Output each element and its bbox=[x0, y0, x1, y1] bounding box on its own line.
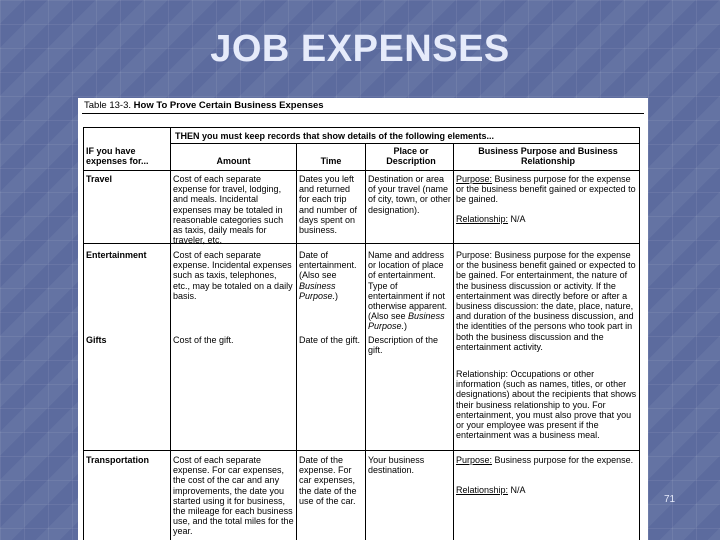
header-purpose: Business Purpose and Business Relationship bbox=[478, 146, 618, 167]
row-label-transportation: Transportation bbox=[86, 455, 150, 465]
header-amount: Amount bbox=[216, 156, 251, 166]
caption-rule bbox=[82, 113, 644, 114]
transportation-relationship bbox=[456, 485, 638, 495]
column-rule-2 bbox=[296, 143, 297, 540]
header-span-text: THEN you must keep records that show details of the following elements... bbox=[175, 131, 495, 141]
header-divider bbox=[170, 143, 640, 144]
column-rule-3 bbox=[365, 143, 366, 540]
entertainment-time-close: ) bbox=[335, 290, 339, 301]
travel-time: Dates you left and returned for each trip and number of days spent on business. bbox=[299, 174, 358, 236]
shared-purpose: Purpose: Business purpose for the expense or the business benefit gained or expected to be gained. For entertainment, the nature of the business discussion or activity. If the entertainment was directly before or after a business discussion: the date, place, nature, and duration of the business discussion, and the identities of the persons who took part in both the business discussion and the entertainment activity. bbox=[456, 250, 636, 352]
table-document bbox=[78, 98, 648, 540]
travel-bottom-rule bbox=[83, 243, 640, 244]
gifts-place: Description of the gift. bbox=[368, 335, 439, 356]
travel-relationship-label: Relationship: bbox=[456, 214, 509, 224]
row-label-travel: Travel bbox=[86, 174, 113, 184]
header-bottom-rule bbox=[83, 170, 640, 171]
entertainment-place bbox=[368, 250, 452, 332]
entertainment-time bbox=[299, 250, 363, 301]
travel-place: Destination or area of your travel (name of city, town, or other designation). bbox=[368, 174, 451, 215]
transportation-relationship-label: Relationship: bbox=[456, 485, 509, 495]
table-border-left bbox=[83, 127, 84, 540]
entertainment-place-ref: Business Purpose. bbox=[368, 311, 445, 332]
page-number: 71 bbox=[664, 494, 676, 505]
row-label-entertainment: Entertainment bbox=[86, 250, 147, 260]
caption-title: How To Prove Certain Business Expenses bbox=[133, 100, 324, 111]
transportation-time: Date of the expense. For car expenses, the date of the use of the car. bbox=[299, 455, 357, 506]
transportation-purpose-label: Purpose: bbox=[456, 455, 493, 465]
travel-purpose-text: Business purpose for the expense or the business benefit gained or expected to be gained. bbox=[456, 174, 636, 205]
entertainment-gifts-bottom-rule bbox=[83, 450, 640, 451]
entertainment-time-text: Date of entertainment. (Also see bbox=[299, 250, 357, 281]
travel-relationship bbox=[456, 214, 638, 224]
slide-title: JOB EXPENSES bbox=[210, 28, 510, 70]
header-if-column: IF you have expenses for... bbox=[86, 146, 149, 167]
table-border-top bbox=[83, 127, 640, 128]
header-place: Place or Description bbox=[386, 146, 436, 167]
expense-table bbox=[83, 127, 640, 540]
entertainment-amount: Cost of each separate expense. Incidental expenses such as taxis, telephones, etc., may be totaled on a daily basis. bbox=[173, 250, 293, 301]
shared-relationship: Relationship: Occupations or other information (such as names, titles, or other designations) about the recipients that shows their business relationship to you. For entertainment, you must also prove that you or your employee was present if the entertainment was a business meal. bbox=[456, 369, 637, 441]
transportation-relationship-text: N/A bbox=[510, 485, 526, 495]
column-rule-4 bbox=[453, 143, 454, 540]
entertainment-time-ref: Business Purpose. bbox=[299, 280, 336, 301]
column-rule-1 bbox=[170, 127, 171, 540]
entertainment-place-close: ) bbox=[404, 321, 408, 332]
table-border-right bbox=[639, 127, 640, 540]
travel-purpose-label: Purpose: bbox=[456, 174, 493, 184]
caption-label: Table 13-3. bbox=[84, 100, 132, 111]
row-label-gifts: Gifts bbox=[86, 335, 107, 345]
transportation-place: Your business destination. bbox=[368, 455, 425, 476]
gifts-amount: Cost of the gift. bbox=[173, 335, 234, 345]
transportation-purpose-text: Business purpose for the expense. bbox=[494, 455, 634, 465]
travel-purpose bbox=[456, 174, 638, 205]
transportation-purpose bbox=[456, 455, 638, 465]
entertainment-place-text: Name and address or location of place of entertainment. Type of entertainment if not otherwise apparent. (Also see bbox=[368, 250, 448, 322]
table-caption bbox=[84, 100, 324, 111]
travel-amount: Cost of each separate expense for travel, lodging, and meals. Incidental expenses may be totaled in reasonable categories such as taxis, daily meals for traveler, etc. bbox=[173, 174, 284, 246]
header-time: Time bbox=[320, 156, 342, 166]
travel-relationship-text: N/A bbox=[510, 214, 526, 224]
gifts-time: Date of the gift. bbox=[299, 335, 361, 345]
transportation-amount: Cost of each separate expense. For car expenses, the cost of the car and any improvements, the date you started using it for business, the mileage for each business use, and the total miles for the year. bbox=[173, 455, 294, 537]
